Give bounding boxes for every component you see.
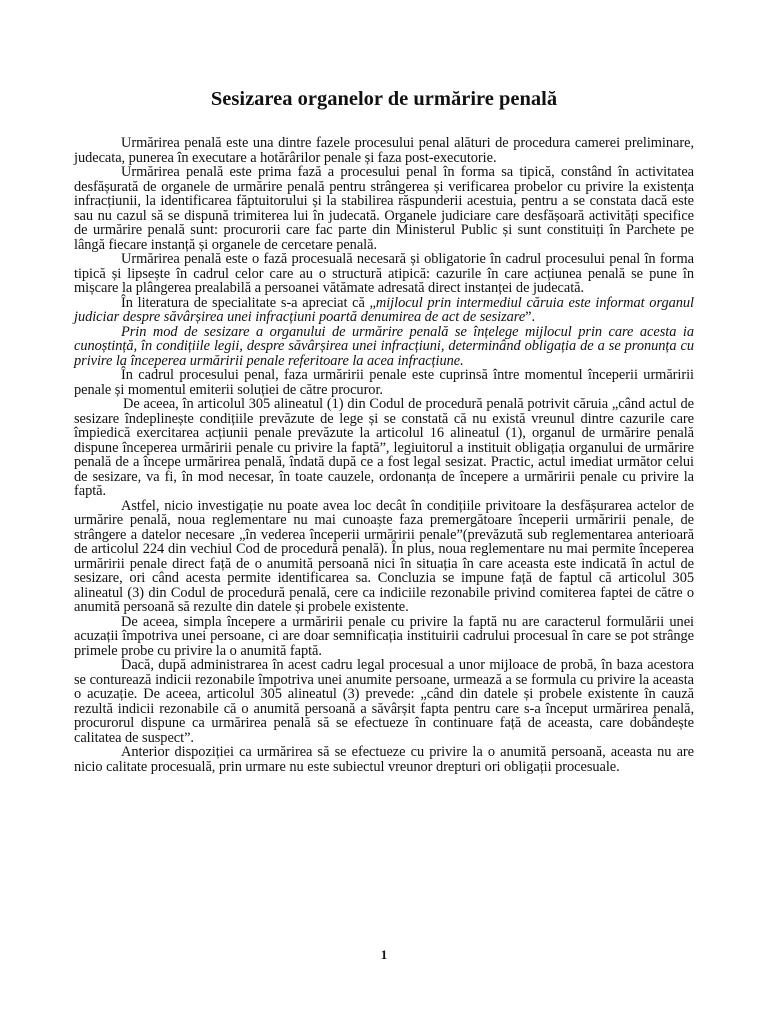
paragraph: Astfel, nicio investigație nu poate avea loc decât în condițiile privitoare la desfășurarea actelor de urmărire penală, noua reglementare nu mai cunoaște faza premergătoare începerii urmăririi penale, de strângere a datelor necesare „în vederea începerii urmăririi penale”(prevăzută sub reglementarea anterioară de articolul 224 din vechiul Cod de procedură penală). În plus, noua reglementare nu mai permite începerea urmăririi penale direct față de o anumită persoană nici în situația în care aceasta este indicată în actul de sesizare, ori când acesta permite identificarea sa. Concluzia se impune față de faptul că articolul 305 alineatul (3) din Codul de procedură penală, cere ca indiciile rezonabile privind comiterea faptei de către o anumită persoană să rezulte din datele și probele existente. [74, 497, 694, 615]
document-body [74, 136, 694, 774]
paragraph-citation [74, 296, 694, 325]
citation-lead-text: În literatura de specialitate s-a apreciat că „ [121, 294, 376, 311]
page-number: 1 [380, 947, 388, 962]
citation-tail-text: ”. [525, 309, 536, 325]
paragraph: Urmărirea penală este prima fază a procesului penal în forma sa tipică, constând în activitatea desfășurată de organele de urmărire penală pentru strângerea și verificarea probelor cu privire la existența infracțiunii, la identificarea făptuitorului și la stabilirea răspunderii acestuia, pentru a se constata dacă este sau nu cazul să se dispună trimiterea lui în judecată. Organele judiciare care desfășoară activități specifice de urmărire penală sunt: procurorii care fac parte din Ministerul Public și sunt constituiți în Parchete pe lângă fiecare instanță și organele de cercetare penală. [74, 164, 694, 253]
paragraph: Urmărirea penală este o fază procesuală necesară și obligatorie în cadrul procesului penal în forma tipică și lipsește în cadrul celor care au o structură atipică: cazurile în care acțiunea penală se pune în mișcare la plângerea prealabilă a persoanei vătămate adresată direct instanței de judecată. [74, 251, 694, 296]
paragraph-definition: Prin mod de sesizare a organului de urmărire penală se înțelege mijlocul prin care acesta ia cunoștință, în condițiile legii, despre săvârșirea unei infracțiuni, determinând obligația de a se pronunța cu privire la începerea urmăririi penale referitoare la acea infracțiune. [74, 323, 694, 369]
paragraph: De aceea, în articolul 305 alineatul (1) din Codul de procedură penală potrivit căruia „când actul de sesizare îndeplinește condițiile prevăzute de lege și se constată că nu există vreunul dintre cazurile care împiedică exercitarea acțiunii penale prevăzute la articolul 16 alineatul (1), organul de urmărire penală dispune începerea urmăririi penale cu privire la faptă”, legiuitorul a instituit obligația organului de urmărire penală de a începe urmărirea penală, îndată după ce a fost legal sesizat. Practic, actul imediat următor celui de sesizare, va fi, în mod necesar, în toate cauzele, ordonanța de începere a urmăririi penale cu privire la faptă. [74, 396, 694, 499]
paragraph: De aceea, simpla începere a urmăririi penale cu privire la faptă nu are caracterul formulării unei acuzații împotriva unei persoane, ci are doar semnificația instituirii cadrului procesual în care se pot strânge primele probe cu privire la o anumită faptă. [74, 613, 694, 659]
paragraph: Anterior dispoziției ca urmărirea să se efectueze cu privire la o anumită persoană, aceasta nu are nicio calitate procesuală, prin urmare nu este subiectul vreunor drepturi ori obligații procesuale. [74, 744, 694, 775]
paragraph: Urmărirea penală este una dintre fazele procesului penal alături de procedura camerei preliminare, judecata, punerea în executare a hotărârilor penale și faza post-executorie. [74, 135, 694, 166]
citation-quote: mijlocul prin intermediul căruia este informat organul judiciar despre săvârșirea unei infracțiuni poartă denumirea de act de sesizare [74, 294, 694, 325]
paragraph: Dacă, după administrarea în acest cadru legal procesual a unor mijloace de probă, în baza acestora se conturează indicii rezonabile împotriva unei anumite persoane, urmează a se formula cu privire la aceasta o acuzație. De aceea, articolul 305 alineatul (3) prevede: „când din datele și probele existente în cauză rezultă indicii rezonabile că o anumită persoană a săvârșit fapta pentru care s-a început urmărirea penală, procurorul dispune ca urmărirea penală să se efectueze în continuare față de aceasta, care dobândește calitatea de suspect”. [74, 657, 694, 746]
page-title: Sesizarea organelor de urmărire penală [210, 88, 558, 110]
paragraph: În cadrul procesului penal, faza urmăririi penale este cuprinsă între momentul începerii urmăririi penale și momentul emiterii soluției de către procuror. [74, 367, 694, 398]
